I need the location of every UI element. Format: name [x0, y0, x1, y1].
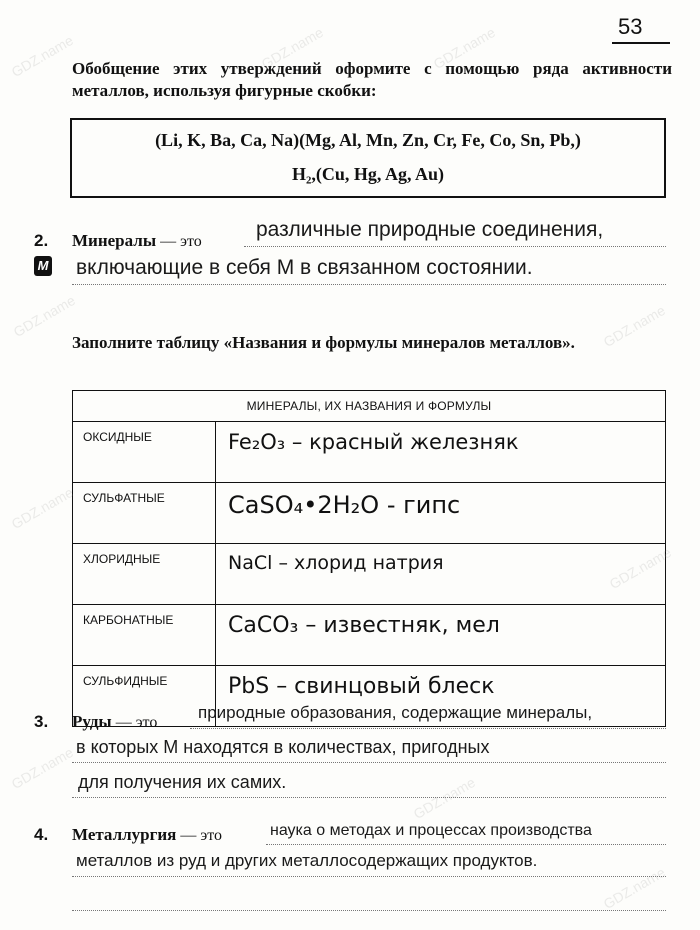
mineral-type: СУЛЬФАТНЫЕ — [73, 483, 216, 544]
question-2-block — [34, 231, 48, 251]
watermark: GDZ.name — [8, 743, 76, 793]
activity-series-line-1: (Li, K, Ba, Ca, Na)(Mg, Al, Mn, Zn, Cr, Fe, Co, Sn, Pb,) — [155, 130, 581, 150]
page-number: 53 — [618, 14, 643, 39]
table-row — [73, 422, 666, 483]
watermark: GDZ.name — [600, 863, 668, 913]
watermark: GDZ.name — [410, 773, 478, 823]
answer-line: для получения их самих. — [78, 772, 287, 792]
watermark: GDZ.name — [10, 291, 78, 341]
question-number: 4. — [34, 825, 49, 844]
minerals-table — [72, 390, 666, 727]
dotted-line — [190, 728, 666, 729]
watermark: GDZ.name — [606, 543, 674, 593]
dotted-line — [72, 910, 666, 911]
watermark: GDZ.name — [258, 23, 326, 73]
question-4-term-line — [72, 825, 222, 845]
mineral-formula: CaSO₄•2H₂O - гипс — [216, 483, 666, 544]
term-metallurgy: Металлургия — [72, 825, 177, 844]
term-ores: Руды — [72, 712, 112, 731]
question-3-term-line — [72, 712, 157, 732]
question-4-number-wrap — [34, 825, 48, 845]
question-2-term-line — [72, 231, 202, 251]
answer-line: наука о методах и процессах производства — [270, 822, 592, 839]
activity-series-box — [70, 118, 666, 198]
answer-line: металлов из руд и других металлосодержащих продуктов. — [76, 851, 538, 870]
table-task-text: Заполните таблицу «Названия и формулы минералов металлов». — [72, 333, 575, 352]
mineral-formula: NaCl – хлорид натрия — [216, 544, 666, 605]
marker-icon: М — [34, 256, 52, 276]
activity-series-line-2: H₂,(Cu, Hg, Ag, Au) — [292, 164, 444, 184]
dotted-line — [72, 762, 666, 763]
table-header-row — [73, 391, 666, 422]
dotted-line — [72, 797, 666, 798]
dotted-line — [72, 284, 666, 285]
term-minerals: Минералы — [72, 231, 157, 250]
mineral-formula: PbS – свинцовый блеск — [216, 666, 666, 727]
table-header: МИНЕРАЛЫ, ИХ НАЗВАНИЯ И ФОРМУЛЫ — [73, 391, 666, 422]
mineral-type: КАРБОНАТНЫЕ — [73, 605, 216, 666]
table-row — [73, 605, 666, 666]
dotted-line — [72, 876, 666, 877]
watermark: GDZ.name — [600, 301, 668, 351]
mineral-type: ОКСИДНЫЕ — [73, 422, 216, 483]
mineral-formula: CaCO₃ – известняк, мел — [216, 605, 666, 666]
watermark: GDZ.name — [430, 23, 498, 73]
term-dash: — это — [180, 827, 222, 844]
mineral-type: СУЛЬФИДНЫЕ — [73, 666, 216, 727]
term-dash: — это — [115, 714, 158, 731]
question-number: 3. — [34, 712, 49, 731]
intro-text: Обобщение этих утверждений оформите с помощью ряда активности металлов, используя фигурные скобки: — [72, 59, 672, 100]
question-number: 2. — [34, 231, 49, 250]
question-3-number-wrap — [34, 712, 48, 732]
table-row — [73, 483, 666, 544]
page-number-rule — [612, 42, 670, 44]
answer-line: различные природные соединения, — [256, 218, 604, 241]
watermark: GDZ.name — [8, 31, 76, 81]
table-row — [73, 544, 666, 605]
dotted-line — [266, 844, 666, 845]
mineral-type: ХЛОРИДНЫЕ — [73, 544, 216, 605]
dotted-line — [244, 246, 666, 247]
term-dash: — это — [160, 233, 202, 250]
answer-line: в которых М находятся в количествах, пригодных — [76, 737, 490, 757]
mineral-formula: Fe₂O₃ – красный железняк — [216, 422, 666, 483]
answer-line: природные образования, содержащие минералы, — [198, 703, 593, 722]
answer-line: включающие в себя М в связанном состоянии. — [76, 256, 533, 279]
watermark: GDZ.name — [8, 483, 76, 533]
